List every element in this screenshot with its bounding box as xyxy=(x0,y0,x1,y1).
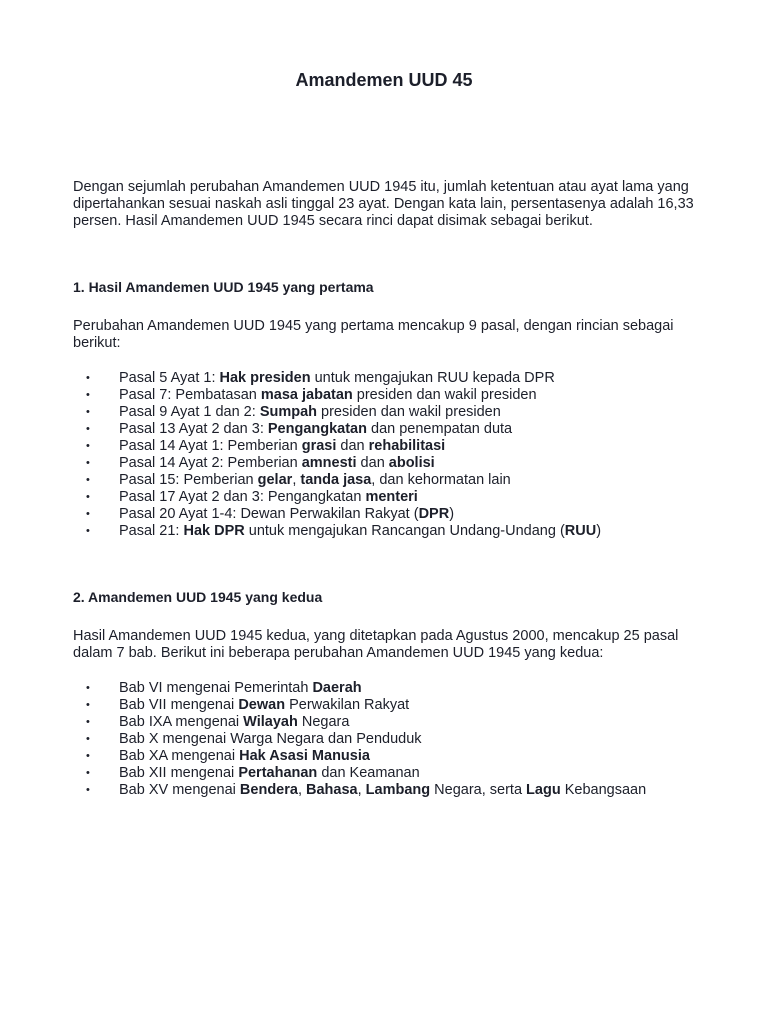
bold-text: amnesti xyxy=(301,455,357,471)
section-1-list xyxy=(73,370,713,540)
item-text: ) xyxy=(449,506,455,522)
item-text: presiden dan wakil presiden xyxy=(317,404,501,420)
intro-paragraph: Dengan sejumlah perubahan Amandemen UUD 1945 itu, jumlah ketentuan atau ayat lama yang dipertahankan sesuai naskah asli tinggal 23 ayat. Dengan kata lain, persentasenya adalah 16,33 persen. Hasil Amandemen UUD 1945 secara rinci dapat disimak sebagai berikut. xyxy=(73,179,694,229)
bullet-icon: • xyxy=(86,784,90,796)
bold-text: Lagu xyxy=(526,782,561,798)
item-text: Pasal 7: Pembatasan xyxy=(119,387,261,403)
list-item xyxy=(73,370,713,387)
bullet-icon: • xyxy=(86,457,90,469)
bold-text: Bahasa xyxy=(306,782,358,798)
list-item xyxy=(73,731,713,748)
bullet-icon: • xyxy=(86,423,90,435)
list-item xyxy=(73,438,713,455)
bold-text: gelar xyxy=(257,472,293,488)
item-text: dan xyxy=(356,455,389,471)
list-item xyxy=(73,782,713,799)
item-text: Negara, serta xyxy=(430,782,527,798)
bullet-icon: • xyxy=(86,508,90,520)
bullet-icon: • xyxy=(86,440,90,452)
item-text: Bab X mengenai Warga Negara dan Penduduk xyxy=(119,731,422,747)
bullet-icon: • xyxy=(86,682,90,694)
bullet-icon: • xyxy=(86,389,90,401)
list-item xyxy=(73,404,713,421)
item-text: untuk mengajukan Rancangan Undang-Undang ( xyxy=(244,523,565,539)
bold-text: masa jabatan xyxy=(260,387,353,403)
bold-text: abolisi xyxy=(388,455,435,471)
bold-text: Bendera xyxy=(239,782,298,798)
bold-text: Lambang xyxy=(365,782,431,798)
list-item xyxy=(73,489,713,506)
section-1-heading: 1. Hasil Amandemen UUD 1945 yang pertama xyxy=(73,279,374,295)
bold-text: DPR xyxy=(418,506,450,522)
bold-text: Wilayah xyxy=(243,714,298,730)
section-2-list xyxy=(73,680,713,799)
list-item xyxy=(73,680,713,697)
item-text: Negara xyxy=(297,714,350,730)
item-text: Pasal 17 Ayat 2 dan 3: Pengangkatan xyxy=(119,489,366,505)
bullet-icon: • xyxy=(86,716,90,728)
item-text: ) xyxy=(596,523,602,539)
list-item xyxy=(73,472,713,489)
item-text: untuk mengajukan RUU kepada DPR xyxy=(310,370,555,386)
item-text: Pasal 20 Ayat 1-4: Dewan Perwakilan Rakyat ( xyxy=(119,506,419,522)
item-text: , xyxy=(292,472,301,488)
bold-text: grasi xyxy=(301,438,337,454)
bullet-icon: • xyxy=(86,525,90,537)
bullet-icon: • xyxy=(86,767,90,779)
bold-text: Pertahanan xyxy=(238,765,318,781)
list-item xyxy=(73,455,713,472)
item-text: Pasal 5 Ayat 1: xyxy=(119,370,220,386)
bold-text: Daerah xyxy=(312,680,362,696)
list-item xyxy=(73,387,713,404)
item-text: Pasal 13 Ayat 2 dan 3: xyxy=(119,421,268,437)
list-item xyxy=(73,506,713,523)
item-text: Pasal 21: xyxy=(119,523,184,539)
item-text: Pasal 15: Pemberian xyxy=(119,472,258,488)
bold-text: RUU xyxy=(564,523,597,539)
bold-text: Sumpah xyxy=(259,404,318,420)
item-text: presiden dan wakil presiden xyxy=(352,387,537,403)
bullet-icon: • xyxy=(86,372,90,384)
bold-text: menteri xyxy=(365,489,418,505)
list-item xyxy=(73,421,713,438)
list-item xyxy=(73,697,713,714)
list-item xyxy=(73,714,713,731)
section-2-heading: 2. Amandemen UUD 1945 yang kedua xyxy=(73,589,323,605)
page-title: Amandemen UUD 45 xyxy=(295,70,473,90)
list-item xyxy=(73,748,713,765)
item-text: dan Keamanan xyxy=(317,765,420,781)
item-text: Bab XV mengenai xyxy=(119,782,240,798)
item-text: Bab XA mengenai xyxy=(119,748,240,764)
bullet-icon: • xyxy=(86,491,90,503)
item-text: , xyxy=(357,782,366,798)
bullet-icon: • xyxy=(86,699,90,711)
bold-text: rehabilitasi xyxy=(368,438,446,454)
item-text: Pasal 14 Ayat 1: Pemberian xyxy=(119,438,302,454)
item-text: Bab VI mengenai Pemerintah xyxy=(119,680,313,696)
item-text: , dan kehormatan lain xyxy=(371,472,511,488)
item-text: Pasal 9 Ayat 1 dan 2: xyxy=(119,404,260,420)
item-text: dan xyxy=(336,438,369,454)
list-item xyxy=(73,765,713,782)
item-text: Kebangsaan xyxy=(560,782,647,798)
bold-text: Hak DPR xyxy=(183,523,245,539)
item-text: Perwakilan Rakyat xyxy=(285,697,410,713)
item-text: Bab IXA mengenai xyxy=(119,714,244,730)
list-item xyxy=(73,523,713,540)
bold-text: Pengangkatan xyxy=(267,421,367,437)
bold-text: Hak presiden xyxy=(219,370,311,386)
section-2-paragraph: Hasil Amandemen UUD 1945 kedua, yang ditetapkan pada Agustus 2000, mencakup 25 pasal dalam 7 bab. Berikut ini beberapa perubahan Amandemen UUD 1945 yang kedua: xyxy=(73,628,679,661)
item-text: , xyxy=(297,782,307,798)
item-text: Bab VII mengenai xyxy=(119,697,239,713)
bullet-icon: • xyxy=(86,750,90,762)
item-text: dan penempatan duta xyxy=(366,421,513,437)
bullet-icon: • xyxy=(86,406,90,418)
bullet-icon: • xyxy=(86,474,90,486)
section-1-paragraph: Perubahan Amandemen UUD 1945 yang pertama mencakup 9 pasal, dengan rincian sebagai berikut: xyxy=(73,318,674,351)
bold-text: Dewan xyxy=(238,697,286,713)
item-text: Pasal 14 Ayat 2: Pemberian xyxy=(119,455,302,471)
item-text: Bab XII mengenai xyxy=(119,765,239,781)
bold-text: tanda jasa xyxy=(300,472,372,488)
bold-text: Hak Asasi Manusia xyxy=(239,748,370,764)
bullet-icon: • xyxy=(86,733,90,745)
